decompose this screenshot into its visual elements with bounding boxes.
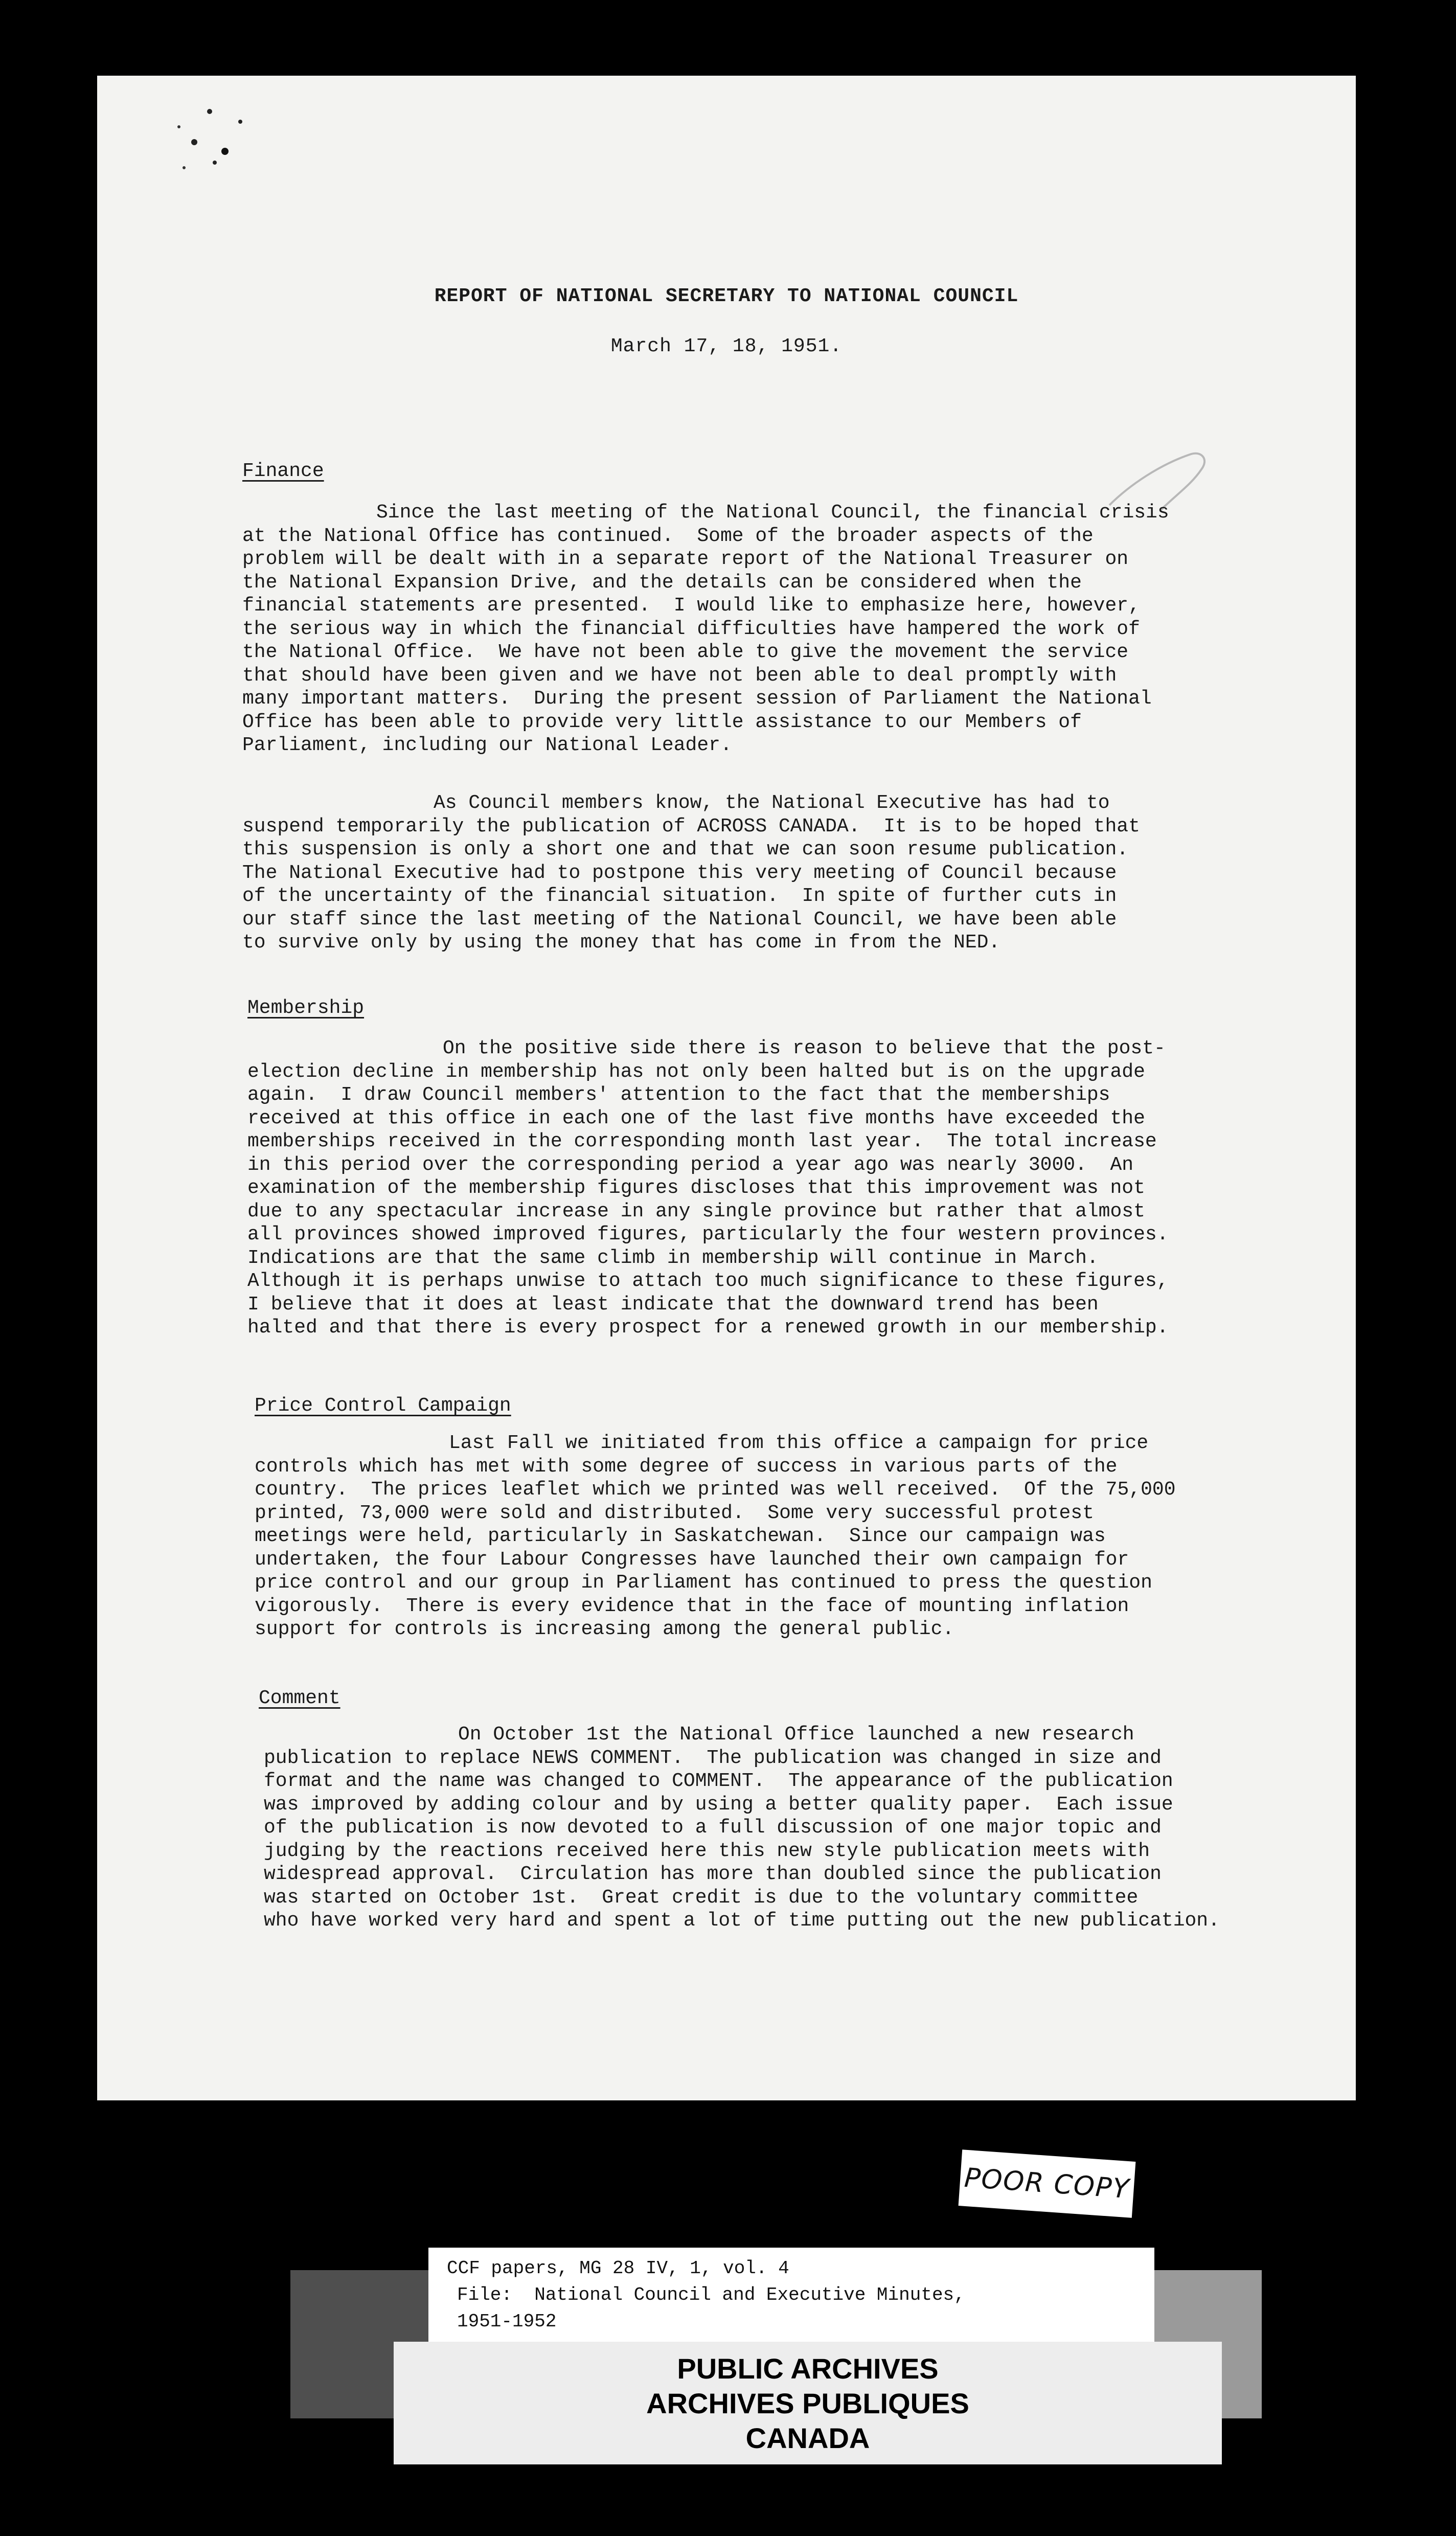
label-line: ARCHIVES PUBLIQUES <box>646 2387 969 2419</box>
section-heading-comment: Comment <box>259 1687 340 1709</box>
text-line: undertaken, the four Labour Congresses have launched their own campaign for <box>255 1548 1129 1571</box>
text-line: of the publication is now devoted to a full discussion of one major topic and <box>264 1817 1162 1839</box>
document-page <box>97 76 1356 2100</box>
text-line: examination of the membership figures discloses that this improvement was not <box>247 1177 1145 1199</box>
section-heading-finance: Finance <box>242 460 324 482</box>
text-line: judging by the reactions received here this new style publication meets with <box>264 1840 1150 1862</box>
archive-reference-card <box>428 2248 1154 2348</box>
text-line: As Council members know, the National Executive has had to <box>434 792 1110 814</box>
label-line: CANADA <box>745 2422 870 2454</box>
text-line: meetings were held, particularly in Saskatchewan. Since our campaign was <box>255 1525 1106 1547</box>
text-line: this suspension is only a short one and that we can soon resume publication. <box>242 839 1129 861</box>
membership-paragraph <box>247 1037 1311 1340</box>
text-line: that should have been given and we have not been able to deal promptly with <box>242 664 1117 687</box>
text-line: Office has been able to provide very little assistance to our Members of <box>242 711 1082 733</box>
text-line: due to any spectacular increase in any single province but rather that almost <box>247 1200 1145 1222</box>
text-line: received at this office in each one of the last five months have exceeded the <box>247 1107 1145 1129</box>
text-line: in this period over the corresponding period a year ago was nearly 3000. An <box>247 1153 1134 1176</box>
text-line: to survive only by using the money that has come in from the NED. <box>242 932 1000 954</box>
text-line: problem will be dealt with in a separate report of the National Treasurer on <box>242 548 1129 570</box>
comment-paragraph <box>264 1723 1337 1933</box>
text-line: memberships received in the corresponding month last year. The total increase <box>247 1130 1157 1152</box>
report-date: March 17, 18, 1951. <box>610 335 843 357</box>
text-line: the National Office. We have not been able to give the movement the service <box>242 641 1129 663</box>
archive-card-line: CCF papers, MG 28 IV, 1, vol. 4 <box>447 2258 789 2279</box>
text-line: publication to replace NEWS COMMENT. The publication was changed in size and <box>264 1747 1162 1769</box>
text-line: again. I draw Council members' attention to the fact that the memberships <box>247 1084 1110 1106</box>
archive-card-line: 1951-1952 <box>457 2311 557 2332</box>
text-line: the National Expansion Drive, and the details can be considered when the <box>242 571 1082 594</box>
text-line: Although it is perhaps unwise to attach too much significance to these figures, <box>247 1270 1169 1292</box>
section-heading-membership: Membership <box>247 997 365 1019</box>
price-control-paragraph <box>255 1432 1287 1641</box>
text-line: price control and our group in Parliament has continued to press the question <box>255 1572 1152 1594</box>
label-line: PUBLIC ARCHIVES <box>677 2352 939 2385</box>
text-line: election decline in membership has not only been halted but is on the upgrade <box>247 1060 1145 1083</box>
text-line: many important matters. During the present session of Parliament the National <box>242 688 1152 710</box>
ink-specks <box>133 106 266 198</box>
text-line: was improved by adding colour and by using a better quality paper. Each issue <box>264 1793 1173 1816</box>
finance-paragraph-2 <box>242 791 1275 955</box>
text-line: at the National Office has continued. Some of the broader aspects of the <box>242 525 1094 547</box>
text-line: Parliament, including our National Leader. <box>242 734 732 756</box>
text-line: suspend temporarily the publication of ACROSS CANADA. It is to be hoped that <box>242 815 1140 837</box>
text-line: Indications are that the same climb in membership will continue in March. <box>247 1247 1099 1269</box>
text-line: I believe that it does at least indicate that the downward trend has been <box>247 1293 1099 1316</box>
text-line: The National Executive had to postpone this very meeting of Council because <box>242 862 1117 884</box>
text-line: of the uncertainty of the financial situation. In spite of further cuts in <box>242 885 1117 907</box>
text-line: all provinces showed improved figures, particularly the four western provinces. <box>247 1224 1169 1246</box>
text-line: widespread approval. Circulation has more than doubled since the publication <box>264 1863 1162 1885</box>
text-line: vigorously. There is every evidence that in the face of mounting inflation <box>255 1595 1129 1617</box>
finance-paragraph-1 <box>242 501 1275 757</box>
text-line: the serious way in which the financial difficulties have hampered the work of <box>242 618 1140 640</box>
text-line: format and the name was changed to COMMENT. The appearance of the publication <box>264 1770 1173 1792</box>
report-title: REPORT OF NATIONAL SECRETARY TO NATIONAL COUNCIL <box>434 285 1019 307</box>
text-line: our staff since the last meeting of the National Council, we have been able <box>242 908 1117 931</box>
text-line: Since the last meeting of the National Council, the financial crisis <box>376 502 1169 524</box>
text-line: financial statements are presented. I would like to emphasize here, however, <box>242 595 1140 617</box>
text-line: printed, 73,000 were sold and distributed. Some very successful protest <box>255 1502 1094 1524</box>
text-line: Last Fall we initiated from this office a campaign for price <box>449 1432 1149 1454</box>
text-line: halted and that there is every prospect for a renewed growth in our membership. <box>247 1317 1169 1339</box>
text-line: country. The prices leaflet which we printed was well received. Of the 75,000 <box>255 1479 1176 1501</box>
text-line: support for controls is increasing among the general public. <box>255 1618 954 1640</box>
text-line: On the positive side there is reason to believe that the post- <box>443 1037 1166 1059</box>
section-heading-price-control: Price Control Campaign <box>255 1395 511 1417</box>
archive-card-line: File: National Council and Executive Minutes, <box>457 2284 965 2305</box>
archive-institution-label <box>394 2342 1222 2464</box>
text-line: On October 1st the National Office launched a new research <box>458 1724 1134 1746</box>
text-line: was started on October 1st. Great credit is due to the voluntary committee <box>264 1886 1139 1909</box>
poor-copy-note: POOR COPY <box>959 2149 1136 2217</box>
text-line: controls which has met with some degree of success in various parts of the <box>255 1455 1118 1478</box>
text-line: who have worked very hard and spent a lot of time putting out the new publication. <box>264 1910 1220 1932</box>
